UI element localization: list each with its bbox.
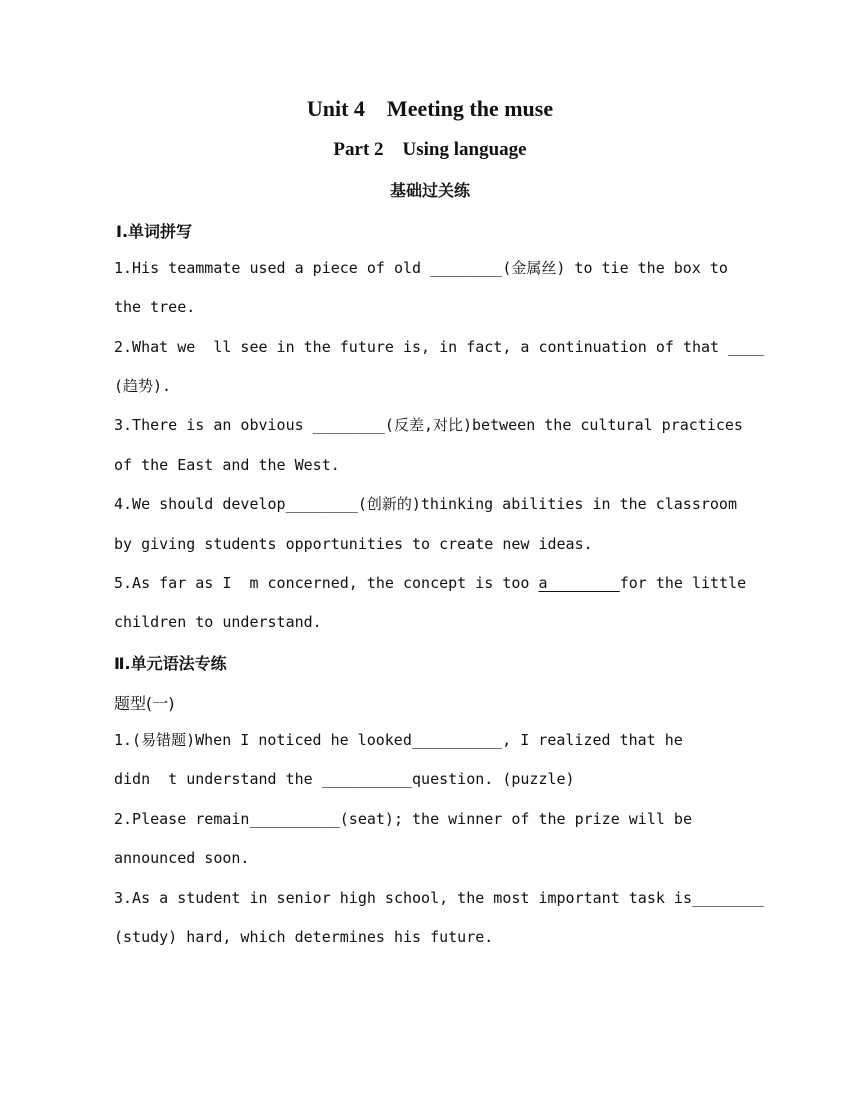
question-5-text-before: 5.As far as I m concerned, the concept is too — [114, 574, 539, 592]
grammar-question-1-line-2: didn t understand the __________question. (puzzle) — [114, 770, 575, 788]
grammar-question-3-line-2: (study) hard, which determines his future. — [114, 928, 494, 946]
question-2-line-2: (趋势). — [114, 377, 172, 395]
question-3-line-2: of the East and the West. — [114, 456, 340, 474]
section-title: 基础过关练 — [389, 181, 470, 200]
unit-title: Unit 4 Meeting the muse — [306, 96, 554, 121]
grammar-question-1-line-1: 1.(易错题)When I noticed he looked__________, I realized that he — [114, 731, 683, 749]
question-4-line-2: by giving students opportunities to create new ideas. — [114, 535, 593, 553]
question-5-text-after: for the little — [619, 574, 747, 592]
grammar-question-2-line-2: announced soon. — [114, 849, 250, 867]
question-1-line-1: 1.His teammate used a piece of old ________(金属丝) to tie the box to — [114, 259, 728, 277]
question-2-line-1: 2.What we ll see in the future is, in fact, a continuation of that ____ — [114, 338, 765, 356]
question-3-line-1: 3.There is an obvious ________(反差,对比)between the cultural practices — [114, 416, 743, 434]
question-1-line-2: the tree. — [114, 298, 196, 316]
question-5-line-2: children to understand. — [114, 613, 322, 631]
question-5-answer-blank: a________ — [538, 574, 620, 592]
section-2-heading: Ⅱ.单元语法专练 — [114, 654, 227, 673]
question-4-line-1: 4.We should develop________(创新的)thinking abilities in the classroom — [114, 495, 737, 513]
question-5-line-1 — [114, 573, 754, 593]
part-title: Part 2 Using language — [333, 139, 527, 160]
section-2-subheading: 题型(一) — [114, 694, 175, 713]
grammar-question-2-line-1: 2.Please remain__________(seat); the winner of the prize will be — [114, 810, 692, 828]
section-1-heading: Ⅰ.单词拼写 — [116, 222, 193, 241]
grammar-question-3-line-1: 3.As a student in senior high school, the most important task is________ — [114, 889, 765, 907]
